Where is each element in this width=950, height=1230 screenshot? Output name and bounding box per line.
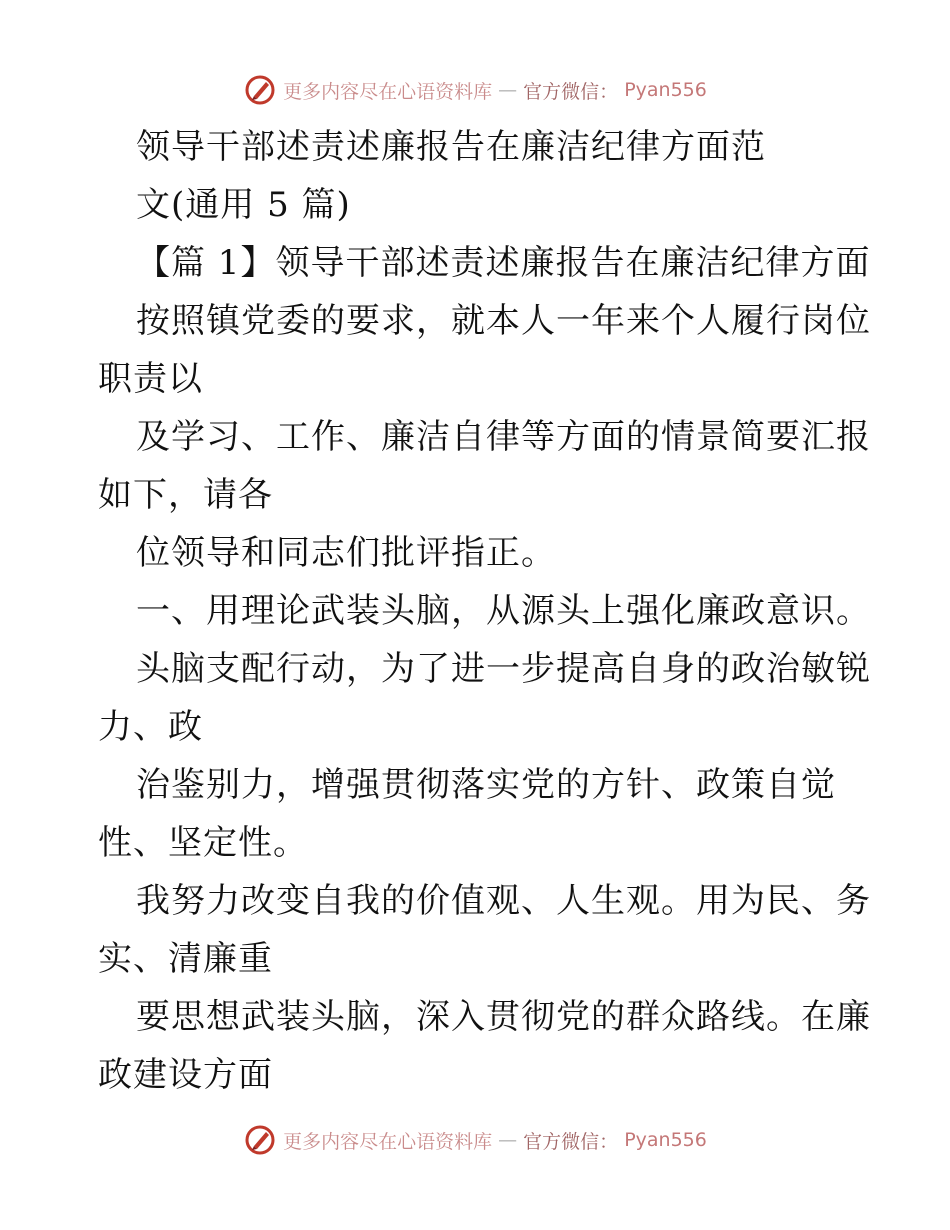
paragraph-line: 政建设方面 (98, 1055, 273, 1095)
paragraph-line: 我努力改变自我的价值观、人生观。用为民、务 (136, 881, 871, 921)
paragraph-line: 治鉴别力，增强贯彻落实党的方针、政策自觉 (136, 765, 836, 805)
banner-separator: — (498, 1129, 518, 1151)
paragraph-line: 及学习、工作、廉洁自律等方面的情景简要汇报 (136, 417, 871, 457)
paragraph-line: 职责以 (98, 359, 203, 399)
section-heading: 【篇 1】领导干部述责述廉报告在廉洁纪律方面 (136, 243, 871, 283)
paragraph-line: 实、清廉重 (98, 939, 273, 979)
paragraph-line: 头脑支配行动，为了进一步提高自身的政治敏锐 (136, 649, 871, 689)
banner-wechat-id: Pyan556 (624, 79, 707, 101)
banner-wechat-label: 官方微信： (523, 1130, 619, 1153)
banner-text: 更多内容尽在心语资料库 (283, 80, 493, 103)
paragraph-line: 性、坚定性。 (98, 823, 308, 863)
banner-wechat-id: Pyan556 (624, 1129, 707, 1151)
banner-separator: — (498, 79, 518, 101)
banner-text: 更多内容尽在心语资料库 (283, 1130, 493, 1153)
header-banner (0, 70, 950, 110)
document-title-line-1: 领导干部述责述廉报告在廉洁纪律方面范 (136, 127, 766, 167)
pen-logo-icon (243, 73, 277, 107)
pen-logo-icon (243, 1123, 277, 1157)
paragraph-line: 力、政 (98, 707, 203, 747)
paragraph-line: 按照镇党委的要求，就本人一年来个人履行岗位 (136, 301, 871, 341)
document-title-line-2: 文(通用 5 篇) (136, 185, 351, 225)
subheading-line: 一、用理论武装头脑，从源头上强化廉政意识。 (136, 591, 871, 631)
paragraph-line: 要思想武装头脑，深入贯彻党的群众路线。在廉 (136, 997, 871, 1037)
document-body (98, 118, 871, 1104)
paragraph-line: 如下，请各 (98, 475, 273, 515)
footer-banner (0, 1120, 950, 1160)
paragraph-line: 位领导和同志们批评指正。 (136, 533, 556, 573)
banner-wechat-label: 官方微信： (523, 80, 619, 103)
